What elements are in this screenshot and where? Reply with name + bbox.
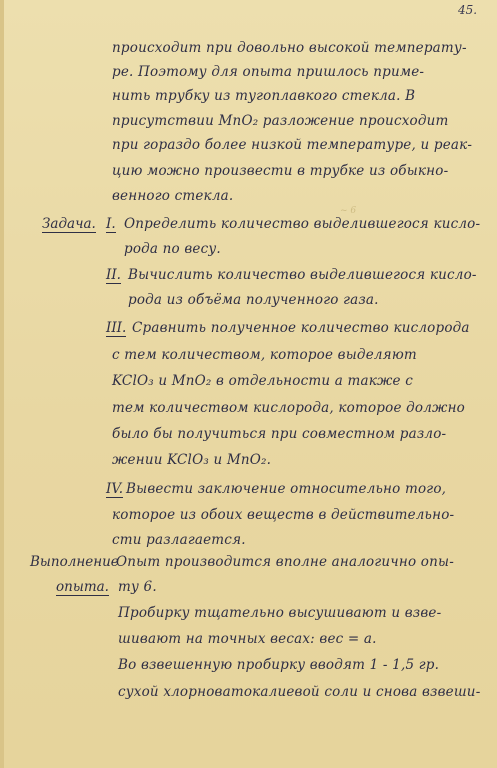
text-line: присутствии MnO₂ разложение происходит <box>112 113 449 129</box>
text-line: рода из объёма полученного газа. <box>128 292 379 308</box>
text-line: Пробирку тщательно высушивают и взве- <box>118 605 442 621</box>
text-line: ре. Поэтому для опыта пришлось приме- <box>112 64 425 80</box>
item-marker: II. <box>106 267 121 283</box>
item-marker: I. <box>106 216 116 232</box>
margin-label-execution: Выполнение <box>30 554 119 570</box>
text-line: с тем количеством, которое выделяют <box>112 347 417 363</box>
text-line: тем количеством кислорода, которое должно <box>112 400 465 416</box>
page-number: 45. <box>458 3 478 17</box>
text-line: ту 6. <box>118 579 157 595</box>
text-line: сухой хлорноватокалиевой соли и снова взвеши- <box>118 684 481 700</box>
text-line: жении KClO₃ и MnO₂. <box>112 452 272 468</box>
text-line: венного стекла. <box>112 188 234 204</box>
text-line: Вычислить количество выделившегося кисло- <box>128 267 477 283</box>
text-line: Вывести заключение относительно того, <box>126 481 447 497</box>
text-line: происходит при довольно высокой температу- <box>112 40 467 56</box>
text-line: Во взвешенную пробирку вводят 1 - 1,5 гр. <box>118 657 440 673</box>
text-line: Опыт производится вполне аналогично опы- <box>116 554 454 570</box>
text-line: рода по весу. <box>124 241 221 257</box>
text-line: сти разлагается. <box>112 532 246 548</box>
text-line: цию можно произвести в трубке из обыкно- <box>112 163 449 179</box>
text-line: Определить количество выделившегося кисло- <box>124 216 481 232</box>
text-line: нить трубку из тугоплавкого стекла. В <box>112 88 416 104</box>
text-line: было бы получиться при совместном разло- <box>112 426 447 442</box>
item-marker: IV. <box>106 481 124 497</box>
bleed-through-text: ~ 6 <box>340 206 357 216</box>
text-line: KClO₃ и MnO₂ в отдельности а также с <box>112 373 413 389</box>
margin-label-experiment: опыта. <box>56 579 109 595</box>
text-line: при гораздо более низкой температуре, и реак- <box>112 137 473 153</box>
text-line: которое из обоих веществ в действительно- <box>112 507 455 523</box>
text-line: Сравнить полученное количество кислорода <box>132 320 470 336</box>
text-line: шивают на точных весах: вес = a. <box>118 631 377 647</box>
margin-label-task: Задача. <box>42 216 96 232</box>
page-edge <box>0 0 4 768</box>
item-marker: III. <box>106 320 127 336</box>
